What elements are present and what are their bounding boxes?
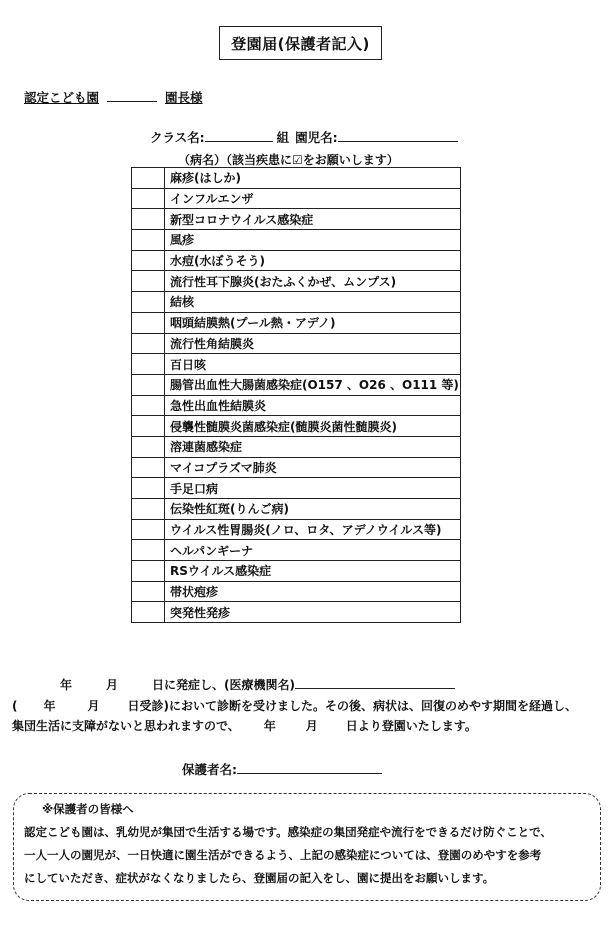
disease-row — [132, 188, 461, 209]
disease-name: 百日咳 — [165, 354, 461, 375]
disease-name: 手足口病 — [165, 478, 461, 499]
visit-year-label: 年 — [43, 699, 56, 713]
disease-row — [132, 602, 461, 623]
disease-row — [132, 436, 461, 457]
disease-row — [132, 561, 461, 582]
disease-name: 伝染性紅斑(りんご病) — [165, 499, 461, 520]
onset-month-label: 月 — [106, 678, 119, 692]
disease-row — [132, 581, 461, 602]
disease-checkbox[interactable] — [132, 457, 165, 478]
disease-name: 流行性耳下腺炎(おたふくかぜ、ムンプス) — [165, 271, 461, 292]
guardian-label: 保護者名: — [182, 762, 237, 777]
notice-heading: ※保護者の皆様へ — [42, 802, 134, 816]
disease-checkbox[interactable] — [132, 395, 165, 416]
disease-checkbox[interactable] — [132, 250, 165, 271]
disease-row — [132, 250, 461, 271]
school-name-blank[interactable] — [107, 89, 157, 102]
disease-name: インフルエンザ — [165, 188, 461, 209]
disease-name: マイコプラズマ肺炎 — [165, 457, 461, 478]
disease-row — [132, 168, 461, 189]
return-day-text: 日より登園いたします。 — [345, 719, 477, 733]
disease-row — [132, 333, 461, 354]
disease-checkbox[interactable] — [132, 436, 165, 457]
disease-row — [132, 292, 461, 313]
disease-row — [132, 499, 461, 520]
disease-row — [132, 209, 461, 230]
disease-checkbox[interactable] — [132, 540, 165, 561]
disease-checkbox[interactable] — [132, 230, 165, 251]
document-title: 登園届(保護者記入) — [219, 26, 382, 60]
disease-name: RSウイルス感染症 — [165, 561, 461, 582]
disease-name: 突発性発疹 — [165, 602, 461, 623]
disease-checkbox[interactable] — [132, 478, 165, 499]
visit-month-label: 月 — [87, 699, 100, 713]
guardian-name-field[interactable] — [237, 761, 382, 774]
disease-checkbox[interactable] — [132, 333, 165, 354]
return-year-label: 年 — [263, 719, 276, 733]
disease-checkbox[interactable] — [132, 168, 165, 189]
disease-name: 流行性角結膜炎 — [165, 333, 461, 354]
disease-row — [132, 230, 461, 251]
class-label: クラス名: — [150, 130, 205, 145]
disease-row — [132, 395, 461, 416]
disease-checkbox[interactable] — [132, 519, 165, 540]
guardian-line — [182, 760, 382, 778]
disease-checkbox[interactable] — [132, 581, 165, 602]
notice-box — [13, 793, 601, 901]
child-info-line — [150, 128, 458, 146]
disease-checkbox[interactable] — [132, 312, 165, 333]
disease-row — [132, 312, 461, 333]
statement-line-2 — [12, 697, 577, 714]
visit-day-text: 日受診)において診断を受けました。その後、病状は、回復のめやす期間を経過し、 — [127, 699, 578, 713]
disease-checkbox[interactable] — [132, 374, 165, 395]
principal-label: 園長様 — [165, 90, 203, 105]
return-month-label: 月 — [305, 719, 318, 733]
class-name-field[interactable] — [205, 129, 273, 142]
disease-row — [132, 416, 461, 437]
disease-checkbox[interactable] — [132, 602, 165, 623]
disease-checkbox[interactable] — [132, 188, 165, 209]
disease-checkbox[interactable] — [132, 271, 165, 292]
notice-line-3: にしていただき、症状がなくなりましたら、登園届の記入をし、園に提出をお願いします。 — [24, 871, 495, 885]
disease-name: 侵襲性髄膜炎菌感染症(髄膜炎菌性髄膜炎) — [165, 416, 461, 437]
child-name-field[interactable] — [338, 129, 458, 142]
open-paren: ( — [12, 699, 18, 713]
disease-row — [132, 457, 461, 478]
addressee-line — [24, 88, 203, 106]
disease-name: 結核 — [165, 292, 461, 313]
return-text: 集団生活に支障がないと思われますので、 — [12, 719, 240, 733]
disease-checkbox[interactable] — [132, 292, 165, 313]
disease-name: ヘルパンギーナ — [165, 540, 461, 561]
table-caption: （病名）（該当疾患に☑をお願いします） — [178, 153, 399, 167]
disease-checkbox[interactable] — [132, 354, 165, 375]
disease-row — [132, 271, 461, 292]
disease-name: 腸管出血性大腸菌感染症(O157 、O26 、O111 等) — [165, 374, 461, 395]
disease-row — [132, 540, 461, 561]
school-name: 認定こども園 — [24, 90, 100, 105]
onset-day-text: 日に発症し、(医療機関名) — [152, 678, 296, 692]
disease-row — [132, 478, 461, 499]
disease-name: 水痘(水ぼうそう) — [165, 250, 461, 271]
notice-line-2: 一人一人の園児が、一日快適に園生活ができるよう、上記の感染症については、登園のめやすを参考 — [24, 848, 542, 862]
disease-checkbox[interactable] — [132, 499, 165, 520]
disease-row — [132, 354, 461, 375]
medical-institution-field[interactable] — [295, 676, 455, 689]
disease-table — [131, 167, 461, 623]
disease-checkbox[interactable] — [132, 561, 165, 582]
disease-name: 麻疹(はしか) — [165, 168, 461, 189]
disease-name: 新型コロナウイルス感染症 — [165, 209, 461, 230]
group-label: 組 — [276, 130, 290, 145]
statement-line-3 — [12, 717, 477, 734]
disease-name: 急性出血性結膜炎 — [165, 395, 461, 416]
notice-line-1: 認定こども園は、乳幼児が集団で生活する場です。感染症の集団発症や流行をできるだけ防ぐことで、 — [24, 825, 552, 839]
disease-name: 咽頭結膜熱(プール熱・アデノ) — [165, 312, 461, 333]
disease-name: ウイルス性胃腸炎(ノロ、ロタ、アデノウイルス等) — [165, 519, 461, 540]
disease-row — [132, 519, 461, 540]
disease-name: 溶連菌感染症 — [165, 436, 461, 457]
child-name-label: 園児名: — [295, 130, 338, 145]
disease-name: 帯状疱疹 — [165, 581, 461, 602]
disease-checkbox[interactable] — [132, 416, 165, 437]
disease-name: 風疹 — [165, 230, 461, 251]
onset-year-label: 年 — [60, 678, 73, 692]
disease-row — [132, 374, 461, 395]
statement-line-1 — [60, 676, 455, 693]
disease-checkbox[interactable] — [132, 209, 165, 230]
